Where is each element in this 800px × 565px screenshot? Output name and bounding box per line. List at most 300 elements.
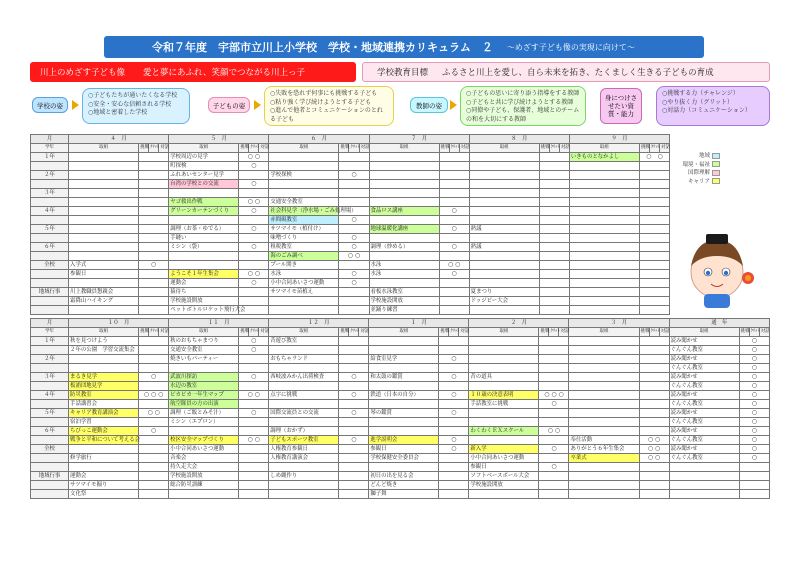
activity-cell [69, 225, 139, 234]
grade-cell: ２年 [31, 355, 69, 364]
activity-cell: 航空隊員の方の出演 [169, 400, 239, 409]
ability-marks [539, 216, 569, 225]
table-row [31, 445, 770, 454]
activity-cell: 読み聞かせ [669, 355, 739, 364]
activity-cell [269, 346, 339, 355]
child-goal-label: 川上のめざす子ども像 [40, 68, 126, 78]
column-subheader: ｸﾘｯﾄ [349, 144, 359, 153]
activity-cell [269, 364, 339, 373]
ability-marks [539, 225, 569, 234]
grade-cell [31, 418, 69, 427]
table-row [31, 472, 770, 481]
ability-marks: ○ [139, 427, 169, 436]
ability-marks: ○ ○ [139, 409, 169, 418]
activity-cell: ぐんぐん教室 [669, 436, 739, 445]
ability-marks [639, 364, 669, 373]
ability-marks [139, 364, 169, 373]
ability-marks [439, 364, 469, 373]
column-subheader: 取組 [69, 328, 139, 337]
activity-cell: 学校施設開放 [469, 481, 539, 490]
child-vision-pill: 子どもの姿 [208, 97, 250, 113]
ability-marks [339, 337, 369, 346]
ability-marks [539, 288, 569, 297]
ability-marks: ○ [239, 162, 269, 171]
activity-cell [569, 490, 639, 499]
column-subheader: ｸﾘｯﾄ [549, 328, 559, 337]
legend-swatch [712, 170, 720, 176]
column-subheader: ｸﾘｯﾄ [349, 328, 359, 337]
ability-marks [439, 153, 469, 162]
table-row [31, 364, 770, 373]
ability-marks [239, 234, 269, 243]
activity-cell: 鉄道（日本の自分） [369, 391, 439, 400]
ability-marks [339, 189, 369, 198]
activity-cell: 看板水泳教室 [369, 288, 439, 297]
activity-cell: 読み聞かせ [669, 337, 739, 346]
activity-cell: 調理（おかず） [269, 427, 339, 436]
teacher-vision-box [460, 86, 586, 126]
ability-marks [539, 481, 569, 490]
ability-marks [639, 261, 669, 270]
ability-marks [339, 463, 369, 472]
column-subheader: ｸﾘｯﾄ [649, 328, 659, 337]
grade-cell [31, 252, 69, 261]
grade-cell [31, 481, 69, 490]
activity-cell: 学校保健安全委員会 [369, 454, 439, 463]
ability-marks [239, 288, 269, 297]
ability-marks [639, 355, 669, 364]
ability-marks [139, 418, 169, 427]
activity-cell [69, 234, 139, 243]
activity-cell [569, 261, 639, 270]
teacher-vision-item: ○子どもと共に学び続けようとする教師 [466, 98, 574, 106]
activity-cell [69, 243, 139, 252]
grade-cell [31, 306, 69, 315]
ability-marks [339, 490, 369, 499]
activity-cell [369, 198, 439, 207]
activity-cell [469, 409, 539, 418]
ability-marks: ○ [439, 207, 469, 216]
ability-marks [539, 409, 569, 418]
ability-marks: ○ [439, 445, 469, 454]
mascot-illustration [676, 232, 758, 310]
activity-cell [269, 153, 339, 162]
activity-cell: 交通安全教室 [269, 198, 339, 207]
activity-cell: 読み聞かせ [669, 373, 739, 382]
column-subheader: 対話 [159, 328, 169, 337]
activity-cell: ぐんぐん教室 [669, 454, 739, 463]
ability-marks [639, 216, 669, 225]
activity-cell [569, 355, 639, 364]
ability-marks: ○ [539, 400, 569, 409]
activity-cell [569, 180, 639, 189]
legend-item: 国際理解 [668, 169, 720, 178]
activity-cell: キャリア教育講演会 [69, 409, 139, 418]
activity-cell [369, 279, 439, 288]
ability-marks [639, 373, 669, 382]
column-subheader: 対話 [159, 144, 169, 153]
activity-cell [69, 279, 139, 288]
column-subheader: ｸﾘｯﾄ [649, 144, 659, 153]
activity-cell [69, 207, 139, 216]
ability-marks [139, 463, 169, 472]
ability-marks [539, 436, 569, 445]
activity-cell: 秋のおもちゃまつり [169, 337, 239, 346]
activity-cell [369, 216, 439, 225]
table-row [31, 162, 670, 171]
column-subheader: 取組 [669, 328, 739, 337]
column-subheader: 取組 [169, 328, 239, 337]
ability-marks [639, 400, 669, 409]
ability-marks [139, 288, 169, 297]
activity-cell [569, 364, 639, 373]
activity-cell: 調理（お茶・ゆでる） [169, 225, 239, 234]
ability-marks [139, 207, 169, 216]
activity-cell: 参観日 [469, 463, 539, 472]
activity-cell [569, 346, 639, 355]
ability-marks [139, 171, 169, 180]
ability-marks [439, 463, 469, 472]
table-row [31, 288, 670, 297]
ability-marks [539, 472, 569, 481]
activity-cell [569, 162, 639, 171]
ability-marks [239, 418, 269, 427]
arrow-icon [450, 100, 457, 110]
ability-marks [539, 454, 569, 463]
table-row [31, 436, 770, 445]
ability-marks [139, 162, 169, 171]
ability-marks [539, 162, 569, 171]
table-row [31, 306, 670, 315]
activity-cell: 卒業式 [569, 454, 639, 463]
activity-cell: 総合防災訓練 [169, 481, 239, 490]
ability-marks [239, 297, 269, 306]
activity-cell [269, 189, 339, 198]
ability-marks [539, 171, 569, 180]
ability-marks [539, 198, 569, 207]
grade-cell [31, 297, 69, 306]
activity-cell: 学校探検 [269, 171, 339, 180]
ability-marks: ○ [739, 373, 769, 382]
month-header: ６ 月 [269, 135, 369, 144]
activity-cell [569, 481, 639, 490]
activity-cell [369, 189, 439, 198]
grade-cell [31, 382, 69, 391]
ability-marks [539, 297, 569, 306]
table-row [31, 427, 770, 436]
ability-marks [139, 337, 169, 346]
activity-cell [669, 472, 739, 481]
ability-marks [639, 162, 669, 171]
teacher-vision-item: ○同僚や子ども、保護者、地域とのチームの和を大切にする教師 [466, 107, 580, 123]
grade-cell [31, 216, 69, 225]
activity-cell: 読み聞かせ [669, 409, 739, 418]
activity-cell [469, 382, 539, 391]
ability-marks [539, 270, 569, 279]
ability-marks [639, 225, 669, 234]
column-subheader: ｸﾘｯﾄ [449, 328, 459, 337]
activity-cell [569, 234, 639, 243]
activity-cell [69, 216, 139, 225]
activity-cell [569, 207, 639, 216]
activity-cell [469, 270, 539, 279]
activity-cell [469, 189, 539, 198]
table-row [31, 355, 770, 364]
ability-marks [239, 490, 269, 499]
activity-cell [469, 162, 539, 171]
activity-cell [569, 225, 639, 234]
ability-marks [639, 180, 669, 189]
ability-marks: ○ [739, 454, 769, 463]
ability-marks: ○ [739, 346, 769, 355]
ability-marks [739, 481, 769, 490]
month-header: 通 年 [669, 319, 769, 328]
activity-cell: ありがとう６年生集会 [569, 445, 639, 454]
ability-marks: ○ ○ ○ [539, 391, 569, 400]
column-subheader: 対話 [359, 328, 369, 337]
activity-cell [369, 346, 439, 355]
ability-marks [439, 252, 469, 261]
grade-cell: ２年 [31, 171, 69, 180]
ability-marks [539, 153, 569, 162]
activity-cell: 食品ロス講座 [369, 207, 439, 216]
grade-header: 学年 [31, 328, 69, 337]
activity-cell: サツマイモ（植付け） [269, 225, 339, 234]
column-subheader: 挑戦 [239, 144, 249, 153]
grade-cell [31, 279, 69, 288]
column-subheader: 対話 [659, 328, 669, 337]
legend-item: 環境・福祉 [668, 161, 720, 170]
ability-marks [639, 297, 669, 306]
column-subheader: 挑戦 [339, 328, 349, 337]
ability-marks: ○ [239, 373, 269, 382]
activity-cell [569, 243, 639, 252]
activity-cell: 霜降山ハイキング [69, 297, 139, 306]
ability-marks [139, 400, 169, 409]
ability-marks: ○ ○ [239, 391, 269, 400]
ability-marks [339, 297, 369, 306]
ability-marks: ○ [739, 445, 769, 454]
activity-cell [169, 216, 239, 225]
column-subheader: 挑戦 [539, 328, 549, 337]
ability-marks: ○ [339, 270, 369, 279]
ability-marks: ○ [439, 373, 469, 382]
column-subheader: 挑戦 [339, 144, 349, 153]
activity-cell: 猿待ち [169, 288, 239, 297]
month-header: １ 月 [369, 319, 469, 328]
ability-marks: ○ [339, 234, 369, 243]
activity-cell: ヤゴ救出作戦 [169, 198, 239, 207]
ability-marks [139, 243, 169, 252]
grade-cell [31, 436, 69, 445]
grade-cell: ３年 [31, 189, 69, 198]
ability-box [656, 86, 770, 126]
ability-marks: ○ [339, 391, 369, 400]
ability-marks [439, 189, 469, 198]
child-vision-item: ○粘り強く学び続けようとする子ども [270, 98, 372, 106]
activity-cell [569, 337, 639, 346]
ability-marks [339, 454, 369, 463]
month-header: 月 [31, 319, 69, 328]
ability-marks: ○ [539, 463, 569, 472]
ability-marks: ○ [339, 171, 369, 180]
ability-marks [439, 234, 469, 243]
ability-marks [739, 490, 769, 499]
ability-marks [339, 198, 369, 207]
activity-cell [269, 382, 339, 391]
ability-marks [139, 454, 169, 463]
month-header: ７ 月 [369, 135, 469, 144]
table-row [31, 270, 670, 279]
activity-cell: 水泳 [269, 270, 339, 279]
ability-marks: ○ ○ [239, 270, 269, 279]
activity-cell: 人権教育参観日 [269, 445, 339, 454]
activity-cell [169, 189, 239, 198]
activity-cell: 調理（ご飯とみそ汁） [169, 409, 239, 418]
activity-cell [469, 261, 539, 270]
activity-cell: 調理（炒める） [369, 243, 439, 252]
activity-cell [369, 171, 439, 180]
ability-marks [339, 355, 369, 364]
ability-marks [139, 346, 169, 355]
ability-marks: ○ [739, 409, 769, 418]
table-row [31, 153, 670, 162]
school-vision-box [82, 88, 190, 124]
ability-marks: ○ [339, 373, 369, 382]
table-row [31, 454, 770, 463]
activity-cell: ぐんぐん教室 [669, 382, 739, 391]
ability-marks [539, 418, 569, 427]
activity-cell: ２年の公園 学習交流集会 [69, 346, 139, 355]
grade-cell [31, 198, 69, 207]
ability-marks [139, 270, 169, 279]
ability-marks [539, 207, 569, 216]
grade-cell: ４年 [31, 391, 69, 400]
ability-marks [439, 490, 469, 499]
activity-cell: 給食室見学 [369, 355, 439, 364]
ability-marks: ○ [439, 409, 469, 418]
activity-cell: 地球温暖化講座 [369, 225, 439, 234]
child-vision-box [264, 86, 394, 126]
ability-marks [339, 382, 369, 391]
ability-marks: ○ [239, 180, 269, 189]
ability-marks [539, 337, 569, 346]
activity-cell: 武波川探訪 [169, 373, 239, 382]
ability-marks [139, 472, 169, 481]
ability-marks [639, 409, 669, 418]
school-vision-item: ○子どもたちが通いたくなる学校 [88, 92, 178, 99]
activity-cell [69, 445, 139, 454]
activity-cell: 昔遊び教室 [269, 337, 339, 346]
activity-cell [169, 427, 239, 436]
activity-cell: 人権教育講演会 [269, 454, 339, 463]
activity-cell: ピカピカ一年生マップ [169, 391, 239, 400]
ability-marks [639, 472, 669, 481]
column-subheader: 挑戦 [739, 328, 749, 337]
table-row [31, 382, 770, 391]
ability-marks: ○ ○ [639, 445, 669, 454]
grade-cell: １年 [31, 337, 69, 346]
ability-marks: ○ [739, 436, 769, 445]
activity-cell: 学校施設開放 [169, 472, 239, 481]
ability-marks: ○ [439, 243, 469, 252]
curriculum-table-apr-sep [30, 134, 670, 315]
table-row [31, 171, 670, 180]
ability-marks [439, 180, 469, 189]
activity-cell: 進学説明会 [369, 436, 439, 445]
activity-cell: 水泳 [369, 261, 439, 270]
activity-cell: 小中合同あいさつ運動 [269, 279, 339, 288]
activity-cell: 宿泊学習 [69, 418, 139, 427]
ability-marks: ○ [339, 409, 369, 418]
activity-cell: 持久走大会 [169, 463, 239, 472]
table-row [31, 243, 670, 252]
activity-cell [269, 162, 339, 171]
ability-marks [639, 288, 669, 297]
activity-cell [169, 252, 239, 261]
grade-cell [31, 234, 69, 243]
column-subheader: 挑戦 [239, 328, 249, 337]
legend-swatch [712, 178, 720, 184]
ability-marks: ○ [739, 391, 769, 400]
ability-marks [339, 180, 369, 189]
activity-cell: 運動会 [69, 472, 139, 481]
activity-cell: 学校周辺の見学 [169, 153, 239, 162]
activity-cell: 小中合同あいさつ運動 [169, 445, 239, 454]
school-goal-text: ふるさと川上を愛し、自ら未来を拓き、たくましく生きる子どもの育成 [442, 68, 714, 78]
ability-marks [639, 279, 669, 288]
ability-marks [339, 445, 369, 454]
activity-cell: グリーンカーテンづくり [169, 207, 239, 216]
activity-cell [469, 279, 539, 288]
table-row [31, 216, 670, 225]
child-goal-text: 愛と夢にあふれ、笑顔でつながる川上っ子 [143, 68, 306, 78]
activity-cell [369, 234, 439, 243]
ability-marks [239, 427, 269, 436]
ability-marks [639, 418, 669, 427]
activity-cell [69, 355, 139, 364]
ability-marks [239, 261, 269, 270]
activity-cell: 手話教室に挑戦 [469, 400, 539, 409]
activity-cell: 水辺の教室 [169, 382, 239, 391]
month-header: ８ 月 [469, 135, 569, 144]
ability-marks [139, 490, 169, 499]
activity-cell [669, 490, 739, 499]
ability-marks [539, 364, 569, 373]
activity-cell: 台湾の学校との交流 [169, 180, 239, 189]
ability-marks [439, 427, 469, 436]
activity-cell: 秋を見つけよう [69, 337, 139, 346]
activity-cell [469, 180, 539, 189]
activity-cell: わくわくＥＸスクール [469, 427, 539, 436]
ability-marks: ○ [239, 337, 269, 346]
activity-cell: 赤間硯教室 [269, 216, 339, 225]
ability-marks: ○ ○ [239, 436, 269, 445]
activity-cell [369, 427, 439, 436]
activity-cell [669, 463, 739, 472]
activity-cell [269, 418, 339, 427]
activity-cell: 校区安全マップづくり [169, 436, 239, 445]
school-vision-pill: 学校の姿 [32, 97, 68, 113]
ability-marks: ○ ○ [239, 198, 269, 207]
ability-marks [539, 382, 569, 391]
column-subheader: 取組 [369, 144, 439, 153]
ability-marks: ○ [339, 243, 369, 252]
child-vision-item: ○進んで他者とコミュニケーションのとれる子ども [270, 107, 383, 123]
grade-cell [31, 463, 69, 472]
activity-cell [469, 216, 539, 225]
ability-marks [639, 346, 669, 355]
